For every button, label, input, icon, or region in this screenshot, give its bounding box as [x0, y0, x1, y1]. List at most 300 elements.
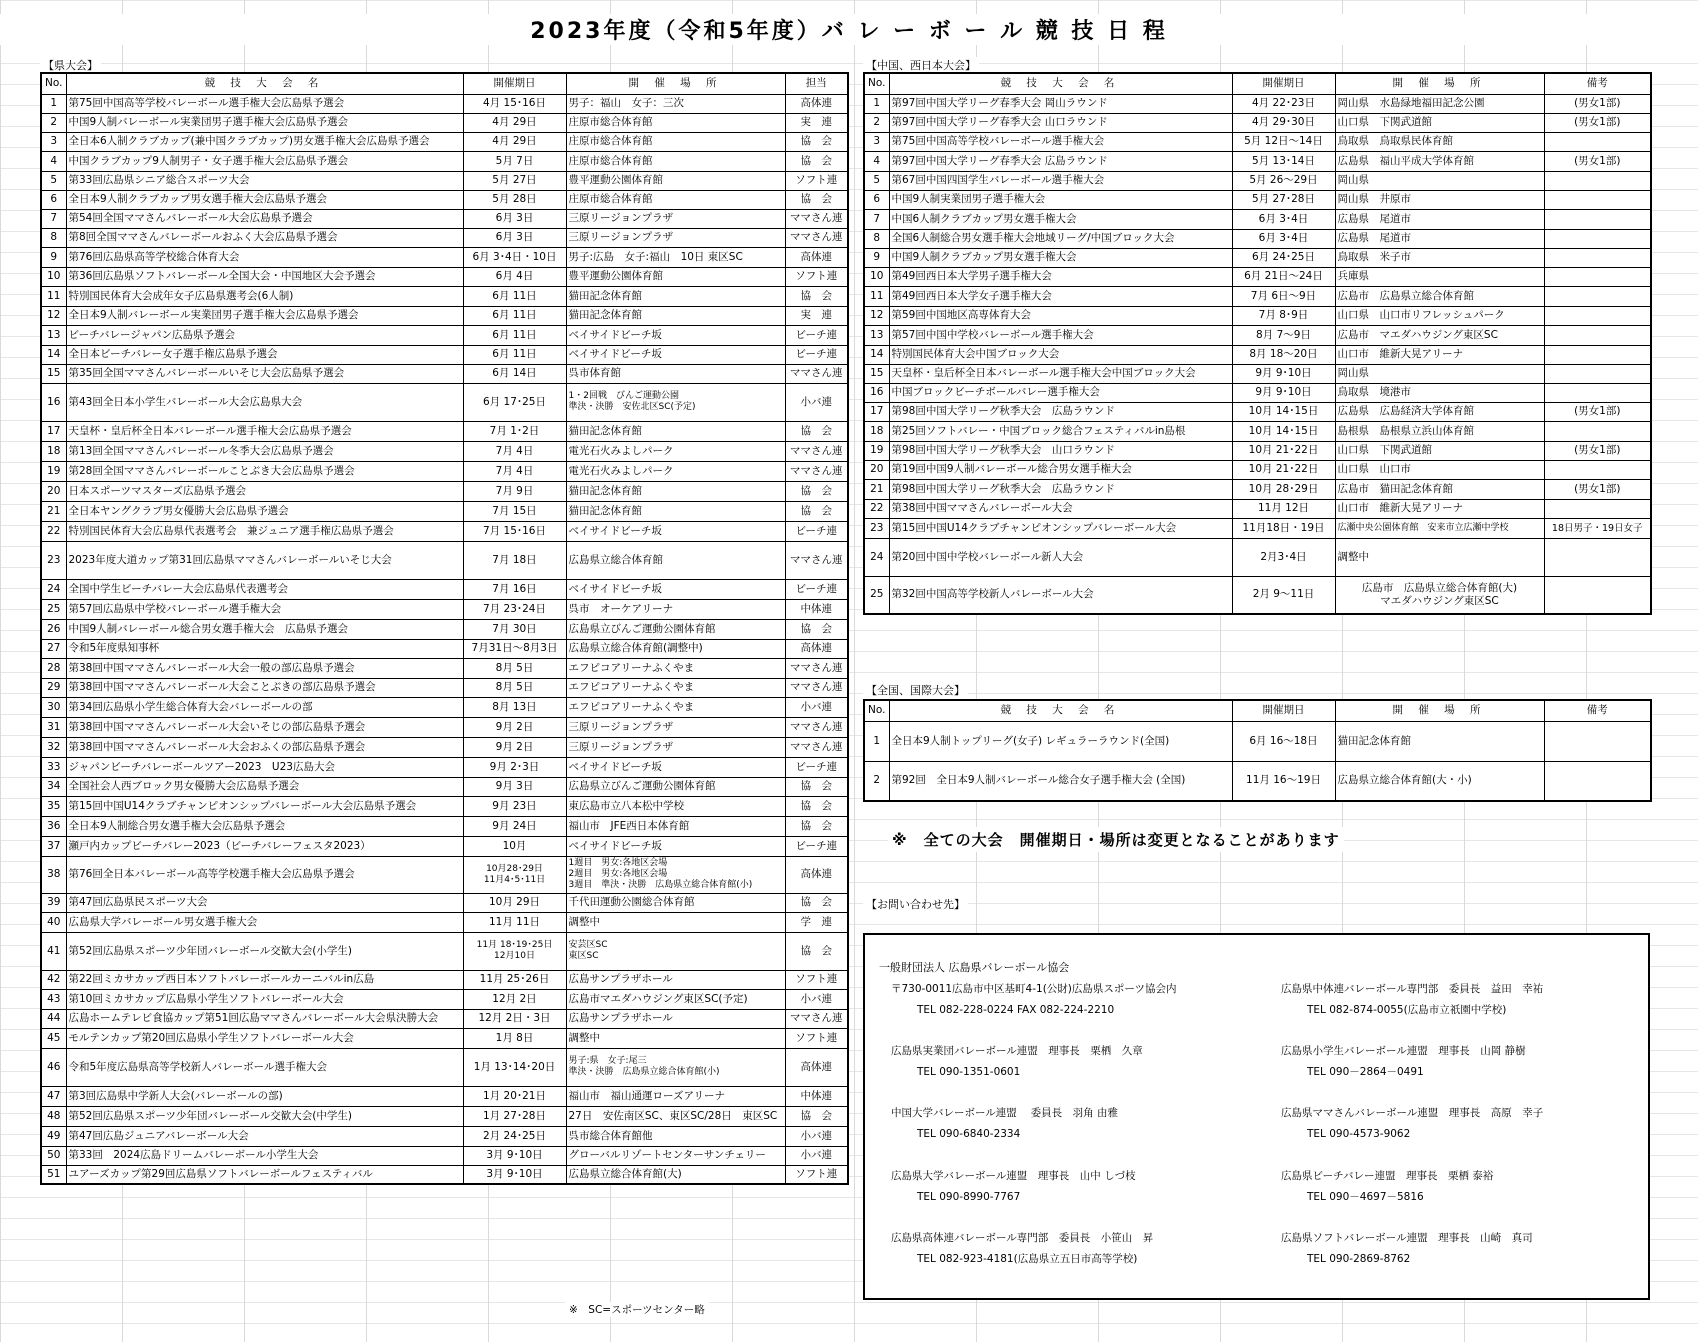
table-row	[864, 171, 1651, 190]
event-venue-line: 岡山県	[1337, 367, 1369, 379]
col-header-date: 開催期日	[1232, 73, 1335, 94]
event-date	[463, 932, 566, 970]
national-section-label: 【全国、国際大会】	[863, 682, 968, 698]
row-no: 6	[41, 190, 66, 209]
event-charge: ビーチ連	[785, 579, 848, 599]
event-date-line: 9月 3日	[495, 780, 534, 792]
event-name: 第15回中国U14クラブチャンピオンシップバレーボール大会	[889, 518, 1232, 538]
event-venue	[1335, 286, 1544, 306]
event-date	[1232, 171, 1335, 190]
row-no: 13	[864, 325, 889, 345]
event-date	[1232, 761, 1335, 801]
table-row	[864, 518, 1651, 538]
row-no: 11	[41, 286, 66, 306]
row-no: 12	[41, 306, 66, 325]
event-venue	[566, 209, 785, 228]
row-no: 4	[864, 151, 889, 171]
event-date	[1232, 286, 1335, 306]
event-venue	[566, 325, 785, 345]
event-date	[463, 1086, 566, 1106]
event-date-line: 12月10日	[494, 951, 535, 961]
event-date-line: 5月 27･28日	[1252, 193, 1315, 205]
event-name: 第38回中国ママさんバレーボール大会ことぶきの部広島県予選会	[66, 678, 463, 697]
event-charge: 実 連	[785, 113, 848, 132]
event-note: (男女1部)	[1544, 479, 1651, 499]
event-charge: 小バ連	[785, 383, 848, 421]
event-note	[1544, 383, 1651, 402]
table-row	[41, 796, 848, 816]
event-venue	[566, 1165, 785, 1184]
event-venue-line: ベイサイドビーチ坂	[568, 839, 662, 852]
event-date	[463, 113, 566, 132]
event-date-line: 5月 7日	[495, 154, 534, 167]
event-date	[463, 579, 566, 599]
table-row	[864, 721, 1651, 761]
row-no: 20	[864, 460, 889, 479]
event-date	[463, 796, 566, 816]
event-charge: 協 会	[785, 1106, 848, 1126]
event-note: (男女1部)	[1544, 402, 1651, 421]
event-charge: 高体連	[785, 247, 848, 267]
table-row	[41, 697, 848, 717]
event-date	[463, 639, 566, 658]
table-row	[41, 1126, 848, 1146]
event-charge: 高体連	[785, 639, 848, 658]
event-date	[463, 912, 566, 932]
event-note	[1544, 190, 1651, 209]
table-row	[41, 481, 848, 501]
table-row	[41, 441, 848, 461]
table-row	[41, 383, 848, 421]
table-row	[864, 479, 1651, 499]
event-name: 第49回西日本大学女子選手権大会	[889, 286, 1232, 306]
event-date	[463, 1048, 566, 1086]
table-row	[41, 757, 848, 777]
table-row	[41, 678, 848, 697]
event-venue	[1335, 479, 1544, 499]
row-no: 1	[864, 94, 889, 113]
event-venue	[1335, 460, 1544, 479]
event-date-line: 2月3･4日	[1260, 550, 1307, 563]
event-date	[1232, 421, 1335, 441]
event-note: (男女1部)	[1544, 113, 1651, 132]
event-date	[463, 228, 566, 247]
event-name: 第98回中国大学リーグ秋季大会 広島ラウンド	[889, 479, 1232, 499]
event-date-line: 8月 7～9日	[1256, 328, 1311, 341]
event-date-line: 4月 15･16日	[483, 97, 546, 109]
event-charge: 高体連	[785, 856, 848, 893]
event-venue-line: 猫田記念体育館	[568, 289, 642, 302]
event-venue-line: 広島県 尾道市	[1337, 212, 1411, 225]
event-venue	[566, 441, 785, 461]
event-venue	[566, 1146, 785, 1165]
event-date-line: 7月 4日	[495, 444, 534, 457]
event-date	[1232, 132, 1335, 151]
event-name: 全日本9人制トップリーグ(女子) レギュラーラウンド(全国)	[889, 721, 1232, 761]
contact-tel: TEL 090-2869-8762	[1307, 1253, 1411, 1265]
table-row	[864, 306, 1651, 325]
event-venue	[566, 306, 785, 325]
event-date	[463, 286, 566, 306]
event-date	[463, 325, 566, 345]
event-venue-line: 広瀬中央公園体育館 安来市立広瀬中学校	[1337, 522, 1509, 533]
table-row	[41, 777, 848, 796]
row-no: 14	[864, 345, 889, 364]
event-venue	[1335, 325, 1544, 345]
event-venue	[566, 777, 785, 796]
table-row	[864, 132, 1651, 151]
event-date	[1232, 499, 1335, 518]
event-date	[463, 658, 566, 678]
contact-tel: TEL 090-4573-9062	[1307, 1128, 1411, 1140]
row-no: 41	[41, 932, 66, 970]
event-date	[463, 1165, 566, 1184]
event-date-line: 9月 9･10日	[1255, 367, 1312, 379]
event-date-line: 4月 29日	[492, 116, 537, 128]
row-no: 21	[864, 479, 889, 499]
event-date	[1232, 721, 1335, 761]
event-date-line: 7月 23･24日	[483, 602, 546, 615]
chugoku-schedule-table	[863, 72, 1652, 615]
row-no: 9	[41, 247, 66, 267]
event-venue-line: 岡山県	[1337, 174, 1369, 186]
event-note: (男女1部)	[1544, 151, 1651, 171]
event-name: 第75回中国高等学校バレーボール選手権大会	[889, 132, 1232, 151]
event-date	[1232, 267, 1335, 286]
event-venue-line: 男子:広島 女子:福山 10日 東区SC	[568, 250, 743, 263]
event-name: 第28回全国ママさんバレーボールことぶき大会広島県予選会	[66, 461, 463, 481]
event-charge: ソフト連	[785, 970, 848, 989]
event-charge: ビーチ連	[785, 325, 848, 345]
col-header-note: 備考	[1544, 700, 1651, 721]
event-name: 第57回中国中学校バレーボール選手権大会	[889, 325, 1232, 345]
event-name: 第19回中国9人制バレーボール総合男女選手権大会	[889, 460, 1232, 479]
event-venue-line: 広島市マエダハウジング東区SC(予定)	[568, 992, 748, 1005]
event-venue-line: 庄原市総合体育館	[568, 193, 653, 205]
event-date-line: 7月 4日	[495, 464, 534, 477]
table-row	[864, 499, 1651, 518]
table-row	[41, 989, 848, 1009]
event-date-line: 7月 18日	[492, 553, 537, 566]
contact-name: 広島県ビーチバレー連盟 理事長 栗栖 泰裕	[1281, 1170, 1494, 1182]
table-row	[41, 579, 848, 599]
table-row	[864, 345, 1651, 364]
row-no: 25	[864, 576, 889, 614]
event-venue	[566, 94, 785, 113]
change-notice: ※ 全ての大会 開催期日・場所は変更となることがあります	[888, 827, 1344, 852]
event-venue	[1335, 402, 1544, 421]
event-venue	[566, 521, 785, 541]
event-venue-line: 調整中	[568, 1031, 600, 1044]
table-row	[41, 94, 848, 113]
event-charge: 協 会	[785, 816, 848, 836]
event-date-line: 11月 16～19日	[1246, 774, 1321, 787]
col-header-no: No.	[864, 700, 889, 721]
event-name: 中国9人制クラブカップ男女選手権大会	[889, 248, 1232, 267]
row-no: 49	[41, 1126, 66, 1146]
table-row	[41, 970, 848, 989]
event-date	[1232, 94, 1335, 113]
event-venue	[566, 697, 785, 717]
event-date-line: 9月 9･10日	[1255, 386, 1312, 398]
event-date	[1232, 538, 1335, 576]
event-date-line: 1月 20･21日	[483, 1089, 546, 1102]
event-venue	[566, 113, 785, 132]
row-no: 2	[41, 113, 66, 132]
table-row	[864, 190, 1651, 209]
event-date-line: 2月 9～11日	[1252, 588, 1315, 601]
row-no: 43	[41, 989, 66, 1009]
event-date-line: 10月28･29日	[486, 863, 543, 874]
event-date	[463, 757, 566, 777]
event-venue	[1335, 441, 1544, 460]
event-name: 第10回ミカサカップ広島県小学生ソフトバレーボール大会	[66, 989, 463, 1009]
event-name: 特別国民体育大会中国ブロック大会	[889, 345, 1232, 364]
event-date	[463, 383, 566, 421]
event-charge: 協 会	[785, 777, 848, 796]
event-date-line: 6月 3･4日	[1258, 212, 1309, 225]
event-name: 第97回中国大学リーグ春季大会 広島ラウンド	[889, 151, 1232, 171]
col-header-no: No.	[864, 73, 889, 94]
event-date-line: 11月18日・19日	[1242, 521, 1325, 534]
event-name: 中国6人制クラブカップ男女選手権大会	[889, 209, 1232, 229]
table-row	[41, 151, 848, 171]
table-row	[864, 421, 1651, 441]
event-date	[463, 171, 566, 190]
event-date-line: 1月 27･28日	[483, 1109, 546, 1122]
table-row	[41, 1048, 848, 1086]
row-no: 18	[41, 441, 66, 461]
event-name: 第98回中国大学リーグ秋季大会 山口ラウンド	[889, 441, 1232, 460]
row-no: 4	[41, 151, 66, 171]
event-name: 第33回 2024広島ドリームバレーボール小学生大会	[66, 1146, 463, 1165]
event-note	[1544, 229, 1651, 248]
event-note	[1544, 721, 1651, 761]
event-note	[1544, 267, 1651, 286]
event-charge: ママさん連	[785, 441, 848, 461]
event-venue	[566, 481, 785, 501]
event-venue	[566, 421, 785, 441]
event-venue	[1335, 229, 1544, 248]
event-venue	[566, 757, 785, 777]
contact-name: 広島県大学バレーボール連盟 理事長 山中 しづ枝	[891, 1170, 1136, 1182]
table-row	[41, 658, 848, 678]
contact-name: 〒730-0011広島市中区基町4-1(公財)広島県スポーツ協会内	[891, 983, 1177, 995]
table-row	[41, 737, 848, 757]
contact-entry	[1281, 1228, 1533, 1270]
event-venue-line: 呉市 オーケアリーナ	[568, 602, 674, 615]
row-no: 51	[41, 1165, 66, 1184]
event-date	[1232, 151, 1335, 171]
event-venue	[1335, 761, 1544, 801]
event-date	[463, 1106, 566, 1126]
event-name: 第34回広島県小学生総合体育大会バレーボールの部	[66, 697, 463, 717]
table-row	[41, 132, 848, 151]
event-name: 第36回広島県ソフトバレーボール全国大会・中国地区大会予選会	[66, 267, 463, 286]
event-venue	[1335, 132, 1544, 151]
event-date-line: 10月 14･15日	[1248, 405, 1319, 417]
event-venue	[1335, 94, 1544, 113]
event-note	[1544, 345, 1651, 364]
event-date	[463, 893, 566, 912]
event-venue-line: 広島市 マエダハウジング東区SC	[1337, 328, 1498, 341]
table-row	[41, 521, 848, 541]
row-no: 20	[41, 481, 66, 501]
event-charge: ビーチ連	[785, 521, 848, 541]
event-charge: ママさん連	[785, 1009, 848, 1028]
event-date-line: 6月 3日	[495, 231, 534, 243]
event-name: 全国中学生ビーチバレー大会広島県代表選考会	[66, 579, 463, 599]
event-charge: 協 会	[785, 421, 848, 441]
event-charge: 小バ連	[785, 1146, 848, 1165]
event-charge: 協 会	[785, 932, 848, 970]
event-venue-line: エフピコアリーナふくやま	[568, 661, 695, 674]
table-row	[864, 761, 1651, 801]
event-venue-line: 呉市体育館	[568, 367, 621, 379]
row-no: 14	[41, 345, 66, 364]
event-date	[463, 267, 566, 286]
event-date-line: 6月 21日～24日	[1244, 270, 1323, 282]
event-charge: 協 会	[785, 286, 848, 306]
event-venue	[566, 190, 785, 209]
national-schedule-table	[863, 699, 1652, 802]
row-no: 24	[864, 538, 889, 576]
event-venue-line: 庄原市総合体育館	[568, 154, 653, 167]
event-date-line: 7月 15･16日	[483, 524, 546, 537]
event-charge: ママさん連	[785, 678, 848, 697]
row-no: 3	[864, 132, 889, 151]
table-row	[41, 1146, 848, 1165]
table-row	[41, 912, 848, 932]
event-date-line: 9月 23日	[492, 799, 537, 812]
event-name: 令和5年度県知事杯	[66, 639, 463, 658]
event-note	[1544, 421, 1651, 441]
event-charge: 協 会	[785, 481, 848, 501]
row-no: 22	[41, 521, 66, 541]
event-date	[463, 481, 566, 501]
event-date-line: 7月 9日	[495, 484, 534, 497]
event-venue-line: 電光石火みよしパーク	[568, 444, 674, 457]
event-name: 第97回中国大学リーグ春季大会 山口ラウンド	[889, 113, 1232, 132]
event-venue-line: 安芸区SC	[568, 940, 608, 950]
row-no: 45	[41, 1028, 66, 1048]
event-venue-line: グローバルリゾートセンターサンチェリー	[568, 1149, 766, 1161]
event-date	[463, 836, 566, 856]
row-no: 36	[41, 816, 66, 836]
event-date	[463, 306, 566, 325]
event-venue	[566, 912, 785, 932]
event-date	[463, 717, 566, 737]
event-date	[1232, 460, 1335, 479]
row-no: 40	[41, 912, 66, 932]
event-venue-line: 猫田記念体育館	[568, 504, 642, 517]
event-name: 第92回 全日本9人制バレーボール総合女子選手権大会 (全国)	[889, 761, 1232, 801]
event-venue	[1335, 190, 1544, 209]
event-venue	[566, 286, 785, 306]
col-header-name: 競 技 大 会 名	[889, 700, 1232, 721]
event-date	[1232, 383, 1335, 402]
event-date-line: 11月 18･19･25日	[476, 940, 553, 950]
event-venue	[566, 717, 785, 737]
event-date-line: 10月 21･22日	[1248, 444, 1319, 456]
event-date	[463, 1126, 566, 1146]
event-date-line: 1月 8日	[495, 1031, 534, 1044]
table-row	[41, 1165, 848, 1184]
event-date-line: 6月 4日	[495, 270, 534, 282]
table-row	[41, 209, 848, 228]
event-date-line: 5月 13･14日	[1252, 154, 1315, 167]
event-venue	[566, 461, 785, 481]
event-venue	[1335, 499, 1544, 518]
table-row	[864, 113, 1651, 132]
event-name: 中国9人制実業団男子選手権大会	[889, 190, 1232, 209]
event-venue-line: 3週目 準決・決勝 広島県立総合体育館(小)	[568, 880, 753, 890]
row-no: 2	[864, 761, 889, 801]
event-venue-line: ベイサイドビーチ坂	[568, 582, 662, 595]
event-date-line: 9月 2日	[495, 740, 534, 753]
row-no: 26	[41, 619, 66, 639]
event-date	[463, 1146, 566, 1165]
event-date-line: 7月 8･9日	[1258, 309, 1309, 321]
event-venue	[566, 267, 785, 286]
event-name: 特別国民体育大会広島県代表選考会 兼ジュニア選手権広島県予選会	[66, 521, 463, 541]
event-venue	[566, 970, 785, 989]
table-row	[41, 501, 848, 521]
event-date-line: 6月 3日	[495, 212, 534, 224]
event-venue	[566, 893, 785, 912]
event-date-line: 4月 29日	[492, 135, 537, 147]
table-row	[864, 460, 1651, 479]
event-venue	[566, 816, 785, 836]
event-date-line: 3月 9･10日	[486, 1167, 543, 1180]
event-name: 第49回西日本大学男子選手権大会	[889, 267, 1232, 286]
table-row	[864, 364, 1651, 383]
event-name: 全日本9人制総合男女選手権大会広島県予選会	[66, 816, 463, 836]
event-date	[1232, 248, 1335, 267]
table-row	[41, 228, 848, 247]
event-name: 天皇杯・皇后杯全日本バレーボール選手権大会中国ブロック大会	[889, 364, 1232, 383]
table-row	[41, 856, 848, 893]
row-no: 34	[41, 777, 66, 796]
event-venue	[1335, 306, 1544, 325]
table-row	[41, 421, 848, 441]
event-charge: ママさん連	[785, 364, 848, 383]
event-venue-line: 福山市 福山通運ローズアリーナ	[568, 1089, 726, 1102]
event-date-line: 12月 2日	[492, 992, 537, 1005]
event-venue	[1335, 345, 1544, 364]
event-date	[1232, 576, 1335, 614]
event-venue-line: 呉市総合体育館他	[568, 1129, 653, 1142]
row-no: 15	[864, 364, 889, 383]
event-venue-line: 三原リージョンプラザ	[568, 231, 674, 243]
row-no: 16	[864, 383, 889, 402]
row-no: 50	[41, 1146, 66, 1165]
event-venue-line: 広島市 広島県立総合体育館	[1337, 289, 1474, 302]
table-row	[41, 306, 848, 325]
row-no: 7	[41, 209, 66, 228]
contact-tel: TEL 090-8990-7767	[917, 1191, 1021, 1203]
event-note: 18日男子・19日女子	[1544, 518, 1651, 538]
event-venue	[566, 132, 785, 151]
event-date-line: 7月31日～8月3日	[471, 642, 558, 654]
table-row	[864, 229, 1651, 248]
event-date-line: 10月 14･15日	[1248, 424, 1319, 437]
event-name: 瀬戸内カップビーチバレー2023（ビーチバレーフェスタ2023）	[66, 836, 463, 856]
event-date	[463, 777, 566, 796]
event-venue	[566, 658, 785, 678]
event-venue	[1335, 721, 1544, 761]
event-note	[1544, 248, 1651, 267]
